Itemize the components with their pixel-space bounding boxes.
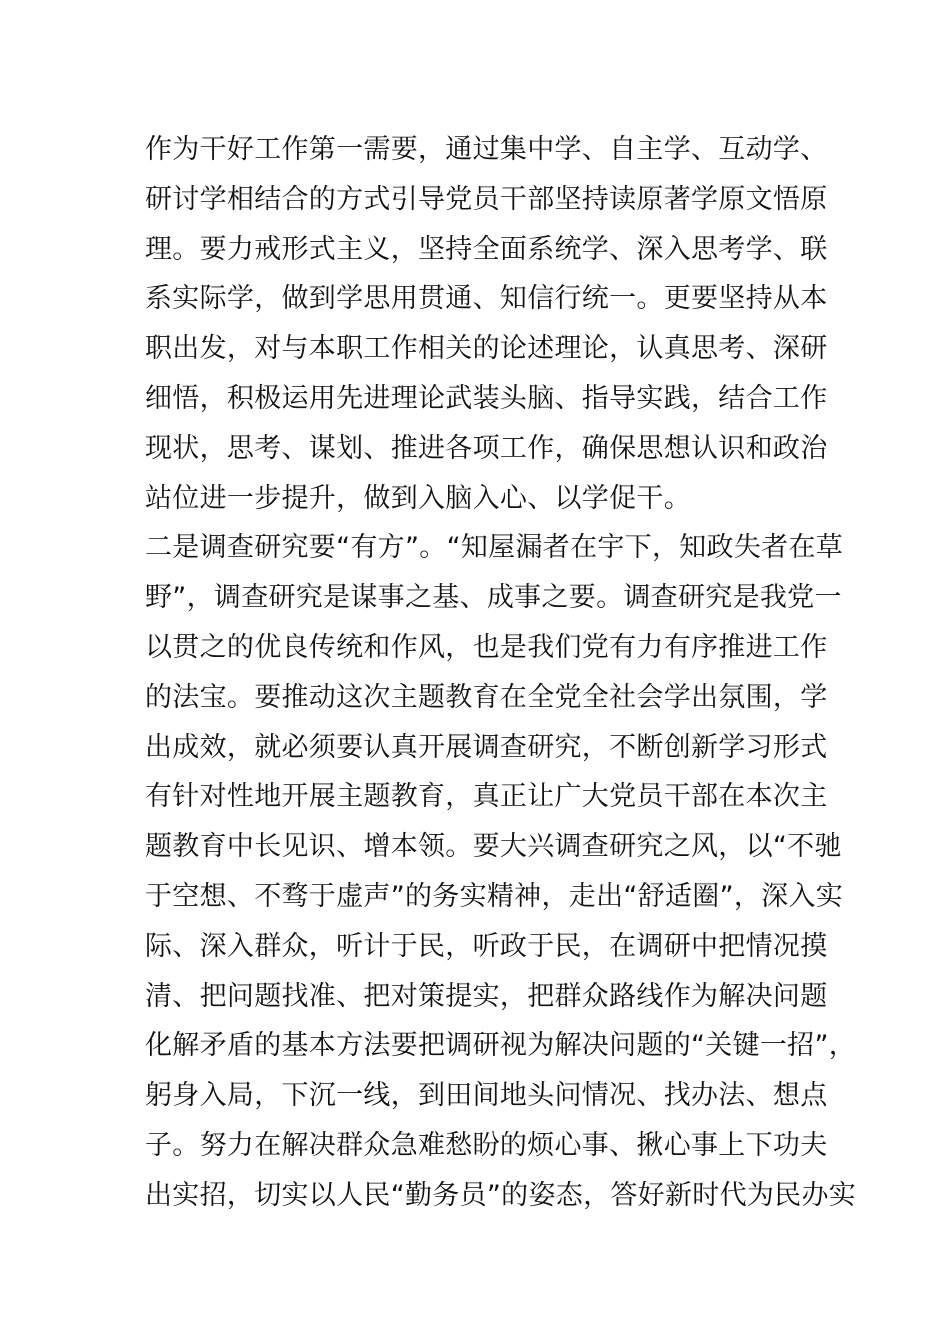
text-line: 作为干好工作第一需要，通过集中学、自主学、互动学、 bbox=[145, 134, 828, 165]
text-line: 躬身入局，下沉一线，到田间地头问情况、找办法、想点 bbox=[145, 1080, 828, 1112]
text-line: 理。要力戒形式主义，坚持全面系统学、深入思考学、联 bbox=[145, 233, 828, 265]
text-line: 出成效，就必须要认真开展调查研究，不断创新学习形式 bbox=[145, 731, 828, 763]
body-text bbox=[145, 125, 857, 1221]
text-line: 题教育中长见识、增本领。要大兴调查研究之风，以“不驰 bbox=[145, 831, 842, 863]
text-line: 化解矛盾的基本方法要把调研视为解决问题的“关键一招”， bbox=[145, 1030, 857, 1062]
text-line: 出实招，切实以人民“勤务员”的姿态，答好新时代为民办实 bbox=[145, 1179, 857, 1211]
text-line: 细悟，积极运用先进理论武装头脑、指导实践，结合工作 bbox=[145, 382, 828, 414]
text-line: 以贯之的优良传统和作风，也是我们党有力有序推进工作 bbox=[145, 631, 828, 663]
text-line: 野”，调查研究是谋事之基、成事之要。调查研究是我党一 bbox=[145, 582, 842, 614]
text-line: 现状，思考、谋划、推进各项工作，确保思想认识和政治 bbox=[145, 432, 828, 464]
text-line: 系实际学，做到学思用贯通、知信行统一。更要坚持从本 bbox=[145, 283, 828, 315]
text-line: 清、把问题找准、把对策提实，把群众路线作为解决问题 bbox=[145, 980, 828, 1012]
text-line: 际、深入群众，听计于民，听政于民，在调研中把情况摸 bbox=[145, 930, 828, 962]
text-line: 的法宝。要推动这次主题教育在全党全社会学出氛围，学 bbox=[145, 681, 828, 713]
text-line: 站位进一步提升，做到入脑入心、以学促干。 bbox=[145, 482, 691, 514]
text-line: 二是调查研究要“有方”。“知屋漏者在宇下，知政失者在草 bbox=[145, 532, 844, 564]
text-line: 有针对性地开展主题教育，真正让广大党员干部在本次主 bbox=[145, 781, 828, 813]
text-line: 研讨学相结合的方式引导党员干部坚持读原著学原文悟原 bbox=[145, 183, 828, 215]
text-line: 职出发，对与本职工作相关的论述理论，认真思考、深研 bbox=[145, 333, 828, 365]
text-line: 子。努力在解决群众急难愁盼的烦心事、揪心事上下功夫 bbox=[145, 1129, 828, 1161]
text-line: 于空想、不骛于虚声”的务实精神，走出“舒适圈”，深入实 bbox=[145, 880, 844, 912]
